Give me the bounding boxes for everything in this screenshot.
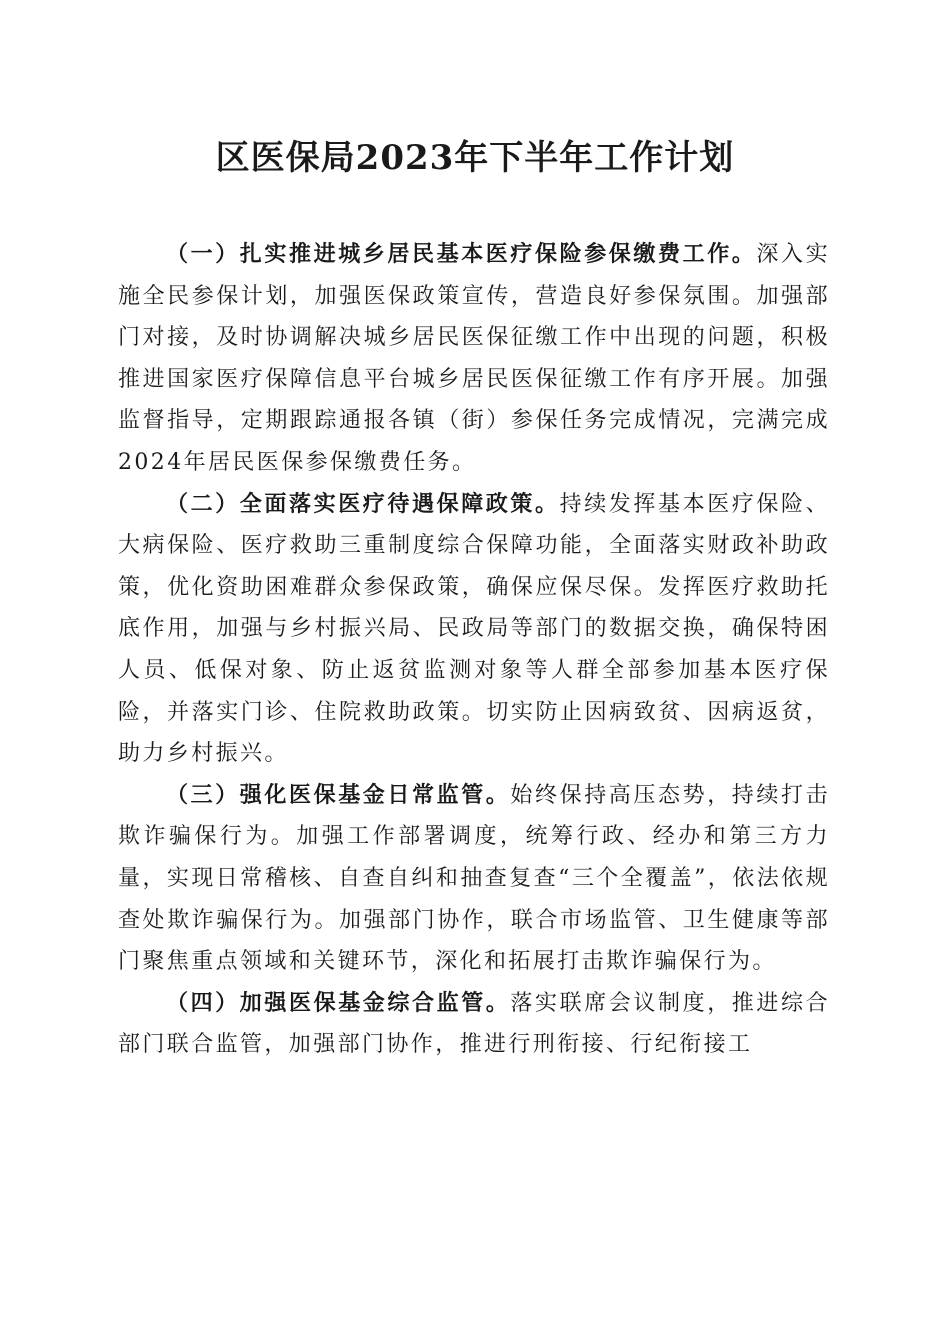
paragraph-4-heading: （四）加强医保基金综合监管。 xyxy=(166,989,511,1016)
paragraph-3 xyxy=(118,775,830,983)
paragraph-2-text: 持续发挥基本医疗保险、大病保险、医疗救助三重制度综合保障功能，全面落实财政补助政策，优化资助困难群众参保政策，确保应保尽保。发挥医疗救助托底作用，加强与乡村振兴局、民政局等部门的数据交换，确保特困人员、低保对象、防止返贫监测对象等人群全部参加基本医疗保险，并落实门诊、住院救助政策。切实防止因病致贫、因病返贫，助力乡村振兴。 xyxy=(118,491,830,767)
paragraph-4-text: 落实联席会议制度，推进综合部门联合监管，加强部门协作，推进行刑衔接、行纪衔接工 xyxy=(118,990,831,1058)
paragraph-1 xyxy=(118,234,830,484)
paragraph-2-heading: （二）全面落实医疗待遇保障政策。 xyxy=(166,490,560,517)
document-title: 区医保局2023年下半年工作计划 xyxy=(215,138,735,178)
document-body xyxy=(118,234,830,1066)
paragraph-3-text: 始终保持高压态势，持续打击欺诈骗保行为。加强工作部署调度，统筹行政、经办和第三方力量，实现日常稽核、自查自纠和抽查复查“三个全覆盖”，依法依规查处欺诈骗保行为。加强部门协作，联合市场监管、卫生健康等部门聚焦重点领域和关键环节，深化和拓展打击欺诈骗保行为。 xyxy=(118,782,831,975)
paragraph-3-heading: （三）强化医保基金日常监管。 xyxy=(166,781,511,808)
paragraph-2 xyxy=(118,484,830,775)
paragraph-1-heading: （一）扎实推进城乡居民基本医疗保险参保缴费工作。 xyxy=(166,241,757,267)
paragraph-1-text: 深入实施全民参保计划，加强医保政策宣传，营造良好参保氛围。加强部门对接，及时协调解决城乡居民医保征缴工作中出现的问题，积极推进国家医疗保障信息平台城乡居民医保征缴工作有序开展。加强监督指导，定期跟踪通报各镇（街）参保任务完成情况，完满完成2024年居民医保参保缴费任务。 xyxy=(118,242,830,475)
paragraph-4 xyxy=(118,983,830,1066)
